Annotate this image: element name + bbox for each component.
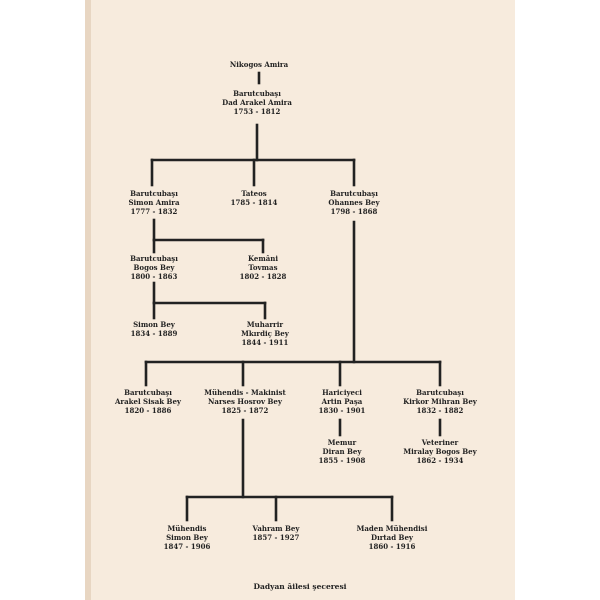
node-miralay-bogos-bey <box>380 438 500 465</box>
node-years: 1844 - 1911 <box>241 338 289 347</box>
node-mkrdic-bey <box>205 320 325 347</box>
node-bogos-bey <box>94 254 214 281</box>
node-years: 1832 - 1882 <box>416 406 464 415</box>
node-years: 1834 - 1889 <box>130 329 178 338</box>
node-years: 1800 - 1863 <box>130 272 178 281</box>
node-years: 1825 - 1872 <box>221 406 269 415</box>
node-name: Simon Bey <box>133 320 175 329</box>
node-title: Barutcubaşı <box>130 189 178 198</box>
node-title: Kemâni <box>247 254 279 263</box>
node-years: 1753 - 1812 <box>233 107 281 116</box>
node-dirtad-bey <box>332 524 452 551</box>
node-name: Tovmas <box>248 263 278 272</box>
node-title: Muharrir <box>246 320 284 329</box>
node-name: Vahram Bey <box>252 524 300 533</box>
node-name: Diran Bey <box>322 447 362 456</box>
node-years: 1820 - 1886 <box>124 406 172 415</box>
node-name: Simon Bey <box>166 533 208 542</box>
node-years: 1862 - 1934 <box>416 456 464 465</box>
node-title: Maden Mühendisi <box>356 524 428 533</box>
node-name: Dırtad Bey <box>371 533 413 542</box>
node-nikogos-amira <box>199 60 319 69</box>
node-title: Veteriner <box>421 438 459 447</box>
node-name: Artin Paşa <box>321 397 363 406</box>
node-title: Barutcubaşı <box>124 388 172 397</box>
node-name: Bogos Bey <box>133 263 175 272</box>
node-name: Kirkor Mihran Bey <box>403 397 477 406</box>
node-title: Barutcubaşı <box>330 189 378 198</box>
node-name: Mkırdiç Bey <box>241 329 289 338</box>
node-years: 1798 - 1868 <box>330 207 378 216</box>
node-years: 1857 - 1927 <box>252 533 300 542</box>
node-ohannes-bey <box>294 189 414 216</box>
node-name: Narses Hosrov Bey <box>208 397 282 406</box>
node-simon-bey <box>94 320 214 338</box>
node-kirkor-mihran-bey <box>380 388 500 415</box>
node-years: 1785 - 1814 <box>230 198 278 207</box>
node-name: Tateos <box>241 189 267 198</box>
node-name: Simon Amira <box>128 198 180 207</box>
node-name: Ohannes Bey <box>328 198 380 207</box>
node-name: Miralay Bogos Bey <box>403 447 477 456</box>
node-title: Barutcubaşı <box>416 388 464 397</box>
node-name: Arakel Sisak Bey <box>115 397 181 406</box>
node-title: Memur <box>327 438 357 447</box>
figure-caption: Dadyan âilesi şeceresi <box>253 582 347 591</box>
node-years: 1802 - 1828 <box>239 272 287 281</box>
node-title: Barutcubaşı <box>233 89 281 98</box>
node-name: Nikogos Amira <box>229 60 289 69</box>
node-years: 1847 - 1906 <box>163 542 211 551</box>
node-title: Barutcubaşı <box>130 254 178 263</box>
node-years: 1830 - 1901 <box>318 406 366 415</box>
node-title: Mühendis - Makinist <box>204 388 286 397</box>
node-dad-arakel-amira <box>197 89 317 116</box>
node-vahram-bey <box>216 524 336 542</box>
node-years: 1855 - 1908 <box>318 456 366 465</box>
node-tovmas <box>203 254 323 281</box>
node-years: 1860 - 1916 <box>368 542 416 551</box>
node-years: 1777 - 1832 <box>130 207 178 216</box>
node-title: Mühendis <box>167 524 207 533</box>
node-title: Hariciyeci <box>322 388 362 397</box>
node-name: Dad Arakel Amira <box>222 98 292 107</box>
